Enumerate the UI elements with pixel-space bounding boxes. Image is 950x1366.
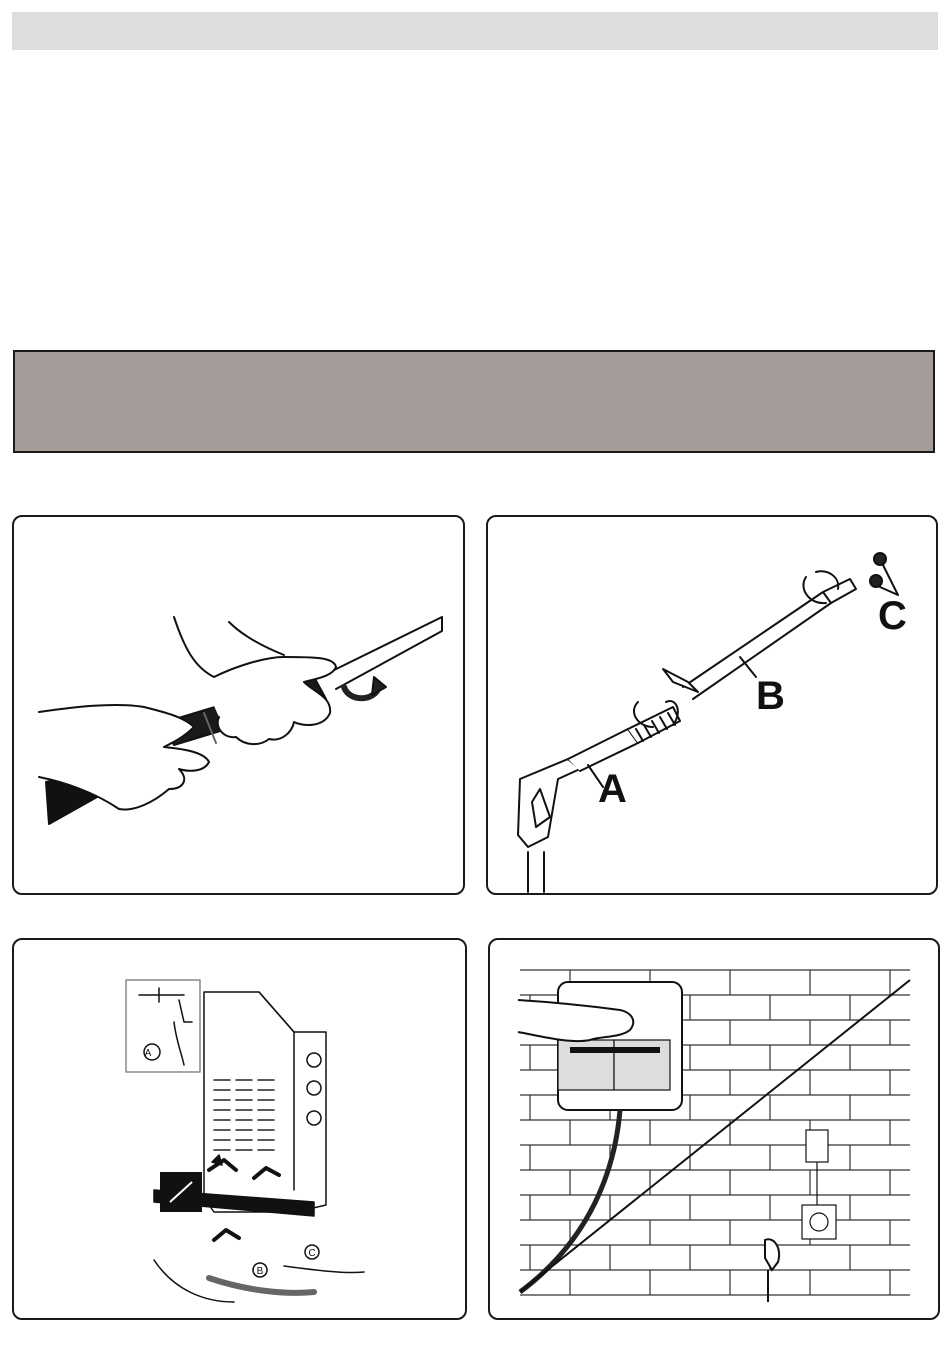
label-fitting: C xyxy=(308,1248,316,1259)
figure-gun-lance-nozzle xyxy=(486,515,938,895)
header-bar xyxy=(12,12,938,50)
figure-electrical-connection xyxy=(488,938,940,1320)
electrical-connection-illustration xyxy=(490,940,940,1320)
label-tap: A xyxy=(144,1048,152,1059)
label-nozzle: C xyxy=(878,594,907,638)
figure-water-connection xyxy=(12,938,467,1320)
section-banner xyxy=(13,350,935,453)
water-connection-illustration xyxy=(14,940,467,1320)
hand-tightening-illustration xyxy=(14,517,465,895)
gun-lance-illustration xyxy=(488,517,938,895)
label-hose: B xyxy=(256,1266,264,1277)
figure-hand-tightening-lance xyxy=(12,515,465,895)
label-gun: A xyxy=(598,767,627,811)
label-lance: B xyxy=(756,674,785,718)
